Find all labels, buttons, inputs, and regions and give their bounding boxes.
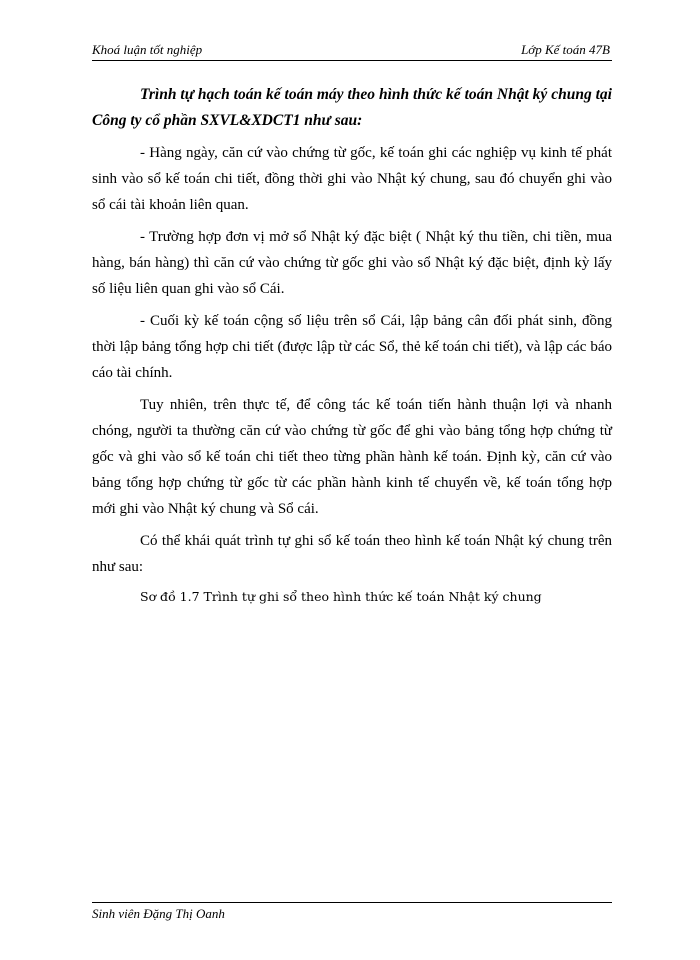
paragraph-summary-intro: Có thể khái quát trình tự ghi sổ kế toán theo hình kế toán Nhật ký chung trên như sau: bbox=[92, 533, 612, 575]
page-footer bbox=[92, 902, 612, 922]
footer-student-name: Sinh viên Đặng Thị Oanh bbox=[92, 906, 225, 921]
section-title: Trình tự hạch toán kế toán máy theo hình thức kế toán Nhật ký chung tại Công ty cổ phần SXVL&XDCT1 như sau: bbox=[92, 86, 612, 129]
page-header bbox=[92, 40, 612, 61]
diagram-caption: Sơ đồ 1.7 Trình tự ghi sổ theo hình thức kế toán Nhật ký chung bbox=[140, 589, 542, 604]
paragraph-special-journals: - Trường hợp đơn vị mở sổ Nhật ký đặc biệt ( Nhật ký thu tiền, chi tiền, mua hàng, bán hàng) thì căn cứ vào chứng từ gốc ghi vào sổ Nhật ký đặc biệt, định kỳ lấy số liệu liên quan ghi vào sổ Cái. bbox=[92, 229, 612, 297]
paragraph-period-end: - Cuối kỳ kế toán cộng số liệu trên sổ Cái, lập bảng cân đối phát sinh, đồng thời lập bảng tổng hợp chi tiết (được lập từ các Sổ, thẻ kế toán chi tiết), và lập các báo cáo tài chính. bbox=[92, 313, 612, 381]
page-content bbox=[92, 82, 612, 610]
paragraph-daily-entries: - Hàng ngày, căn cứ vào chứng từ gốc, kế toán ghi các nghiệp vụ kinh tế phát sinh vào sổ kế toán chi tiết, đồng thời ghi vào Nhật ký chung, sau đó chuyển ghi vào sổ cái tài khoản liên quan. bbox=[92, 145, 612, 213]
header-class-label: Lớp Kế toán 47B bbox=[521, 42, 610, 57]
header-thesis-label: Khoá luận tốt nghiệp bbox=[92, 42, 203, 57]
paragraph-in-practice: Tuy nhiên, trên thực tế, để công tác kế toán tiến hành thuận lợi và nhanh chóng, người ta thường căn cứ vào chứng từ gốc để ghi vào bảng tổng hợp chứng từ gốc và ghi vào sổ kế toán chi tiết theo từng phần hành kế toán. Định kỳ, căn cứ vào bảng tổng hợp chứng từ gốc từ các phần hành kinh tế chuyển về, kế toán tổng hợp mới ghi vào Nhật ký chung và Sổ cái. bbox=[92, 397, 612, 517]
